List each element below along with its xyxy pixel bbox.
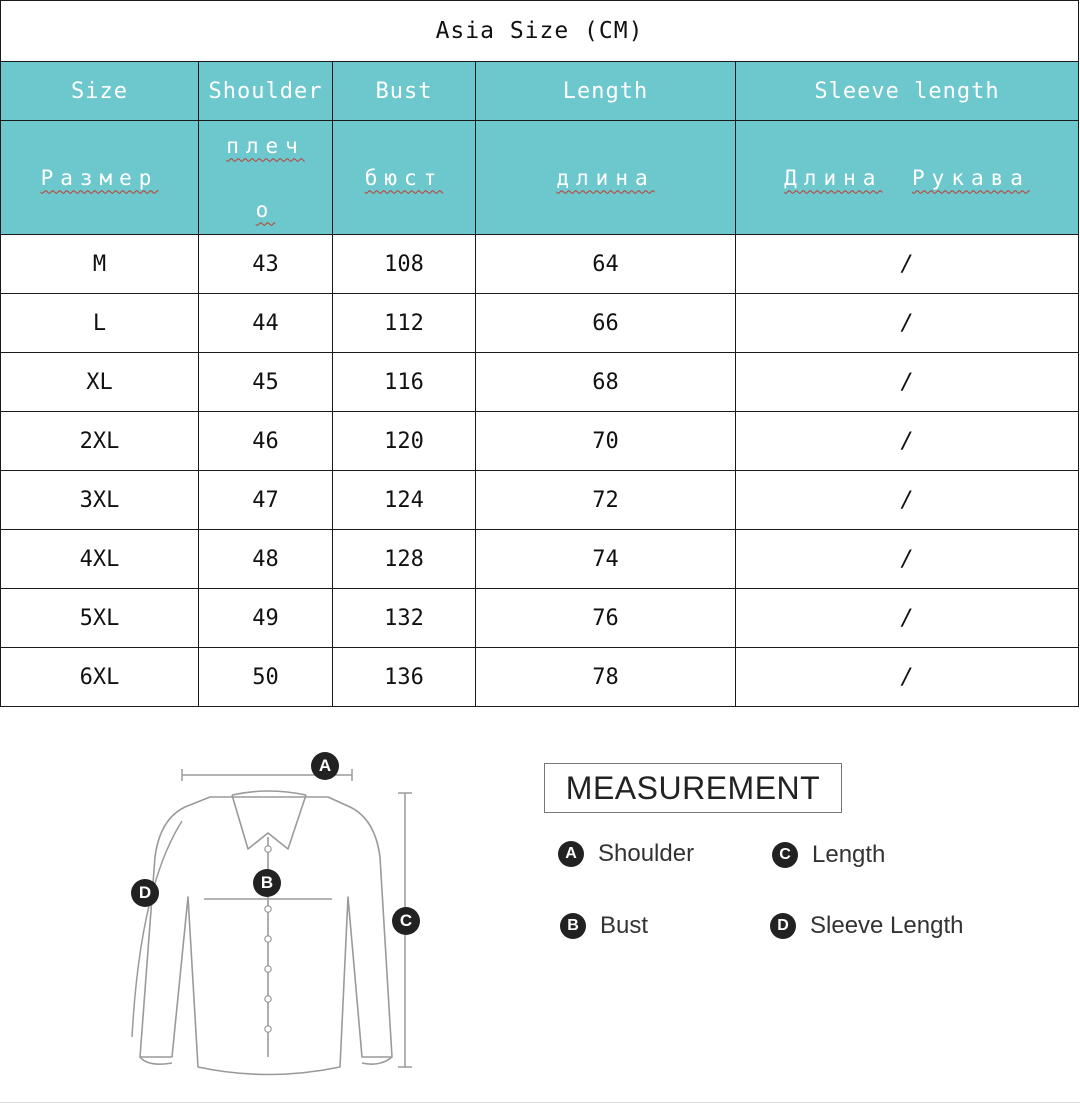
header-ru-bust (333, 121, 476, 235)
cell-bust: 120 (333, 412, 476, 471)
header-row-russian (1, 121, 1079, 235)
cell-bust: 128 (333, 530, 476, 589)
marker-c: C (392, 907, 420, 935)
cell-size: 6XL (1, 648, 199, 707)
legend-marker-a: A (558, 841, 584, 867)
header-ru-sleeve-a: Длина (784, 165, 883, 190)
cell-shoulder: 47 (199, 471, 333, 530)
header-ru-shoulder (199, 121, 333, 235)
cell-shoulder: 45 (199, 353, 333, 412)
cell-bust: 116 (333, 353, 476, 412)
cell-length: 72 (476, 471, 736, 530)
table-row (1, 412, 1079, 471)
cell-size: 2XL (1, 412, 199, 471)
cell-bust: 108 (333, 235, 476, 294)
cell-shoulder: 48 (199, 530, 333, 589)
cell-bust: 136 (333, 648, 476, 707)
legend-length (772, 841, 885, 869)
header-size: Size (1, 62, 199, 121)
cell-length: 64 (476, 235, 736, 294)
measurement-title: MEASUREMENT (544, 763, 842, 813)
cell-size: 3XL (1, 471, 199, 530)
header-ru-sleeve (736, 121, 1079, 235)
marker-b: B (253, 869, 281, 897)
header-shoulder: Shoulder (199, 62, 333, 121)
cell-shoulder: 49 (199, 589, 333, 648)
cell-length: 66 (476, 294, 736, 353)
table-body (1, 235, 1079, 707)
cell-sleeve: / (736, 530, 1079, 589)
legend-marker-d: D (770, 913, 796, 939)
legend-marker-b: B (560, 913, 586, 939)
table-row (1, 589, 1079, 648)
shirt-diagram (100, 737, 440, 1087)
cell-shoulder: 50 (199, 648, 333, 707)
cell-sleeve: / (736, 294, 1079, 353)
table-title-row (1, 1, 1079, 62)
table-row (1, 353, 1079, 412)
cell-shoulder: 43 (199, 235, 333, 294)
cell-sleeve: / (736, 412, 1079, 471)
cell-length: 78 (476, 648, 736, 707)
header-sleeve-length: Sleeve length (736, 62, 1079, 121)
header-ru-shoulder-bottom: о (255, 197, 276, 222)
cell-length: 74 (476, 530, 736, 589)
bottom-divider (0, 1102, 1080, 1103)
marker-a: A (311, 752, 339, 780)
header-ru-length-text: длина (556, 165, 655, 190)
legend-marker-c: C (772, 842, 798, 868)
legend-label-length: Length (812, 841, 886, 868)
header-ru-size-text: Размер (40, 165, 159, 190)
cell-size: M (1, 235, 199, 294)
cell-shoulder: 44 (199, 294, 333, 353)
header-length: Length (476, 62, 736, 121)
cell-sleeve: / (736, 471, 1079, 530)
legend-label-bust: Bust (600, 912, 649, 939)
table-row (1, 471, 1079, 530)
legend-label-shoulder: Shoulder (598, 840, 695, 867)
table-row (1, 648, 1079, 707)
legend-label-sleeve-length: Sleeve Length (810, 912, 964, 939)
cell-length: 70 (476, 412, 736, 471)
cell-bust: 112 (333, 294, 476, 353)
header-ru-length (476, 121, 736, 235)
legend-bust (560, 912, 648, 940)
cell-sleeve: / (736, 235, 1079, 294)
cell-shoulder: 46 (199, 412, 333, 471)
header-ru-sleeve-b: Рукава (912, 165, 1030, 190)
cell-sleeve: / (736, 353, 1079, 412)
table-row (1, 235, 1079, 294)
header-ru-bust-text: бюст (364, 165, 444, 190)
cell-size: 5XL (1, 589, 199, 648)
cell-size: XL (1, 353, 199, 412)
cell-sleeve: / (736, 648, 1079, 707)
cell-bust: 132 (333, 589, 476, 648)
legend-shoulder (558, 840, 694, 868)
header-bust: Bust (333, 62, 476, 121)
table-row (1, 294, 1079, 353)
marker-d: D (131, 879, 159, 907)
table-title: Asia Size (CM) (1, 1, 1079, 62)
table-row (1, 530, 1079, 589)
header-ru-size (1, 121, 199, 235)
header-ru-shoulder-top: плеч (226, 133, 305, 158)
cell-sleeve: / (736, 589, 1079, 648)
cell-bust: 124 (333, 471, 476, 530)
legend-sleeve-length (770, 912, 963, 940)
cell-length: 76 (476, 589, 736, 648)
cell-length: 68 (476, 353, 736, 412)
header-ru-shoulder-stack (199, 134, 332, 222)
cell-size: L (1, 294, 199, 353)
cell-size: 4XL (1, 530, 199, 589)
measurement-section (0, 717, 1080, 1104)
header-row-english (1, 62, 1079, 121)
